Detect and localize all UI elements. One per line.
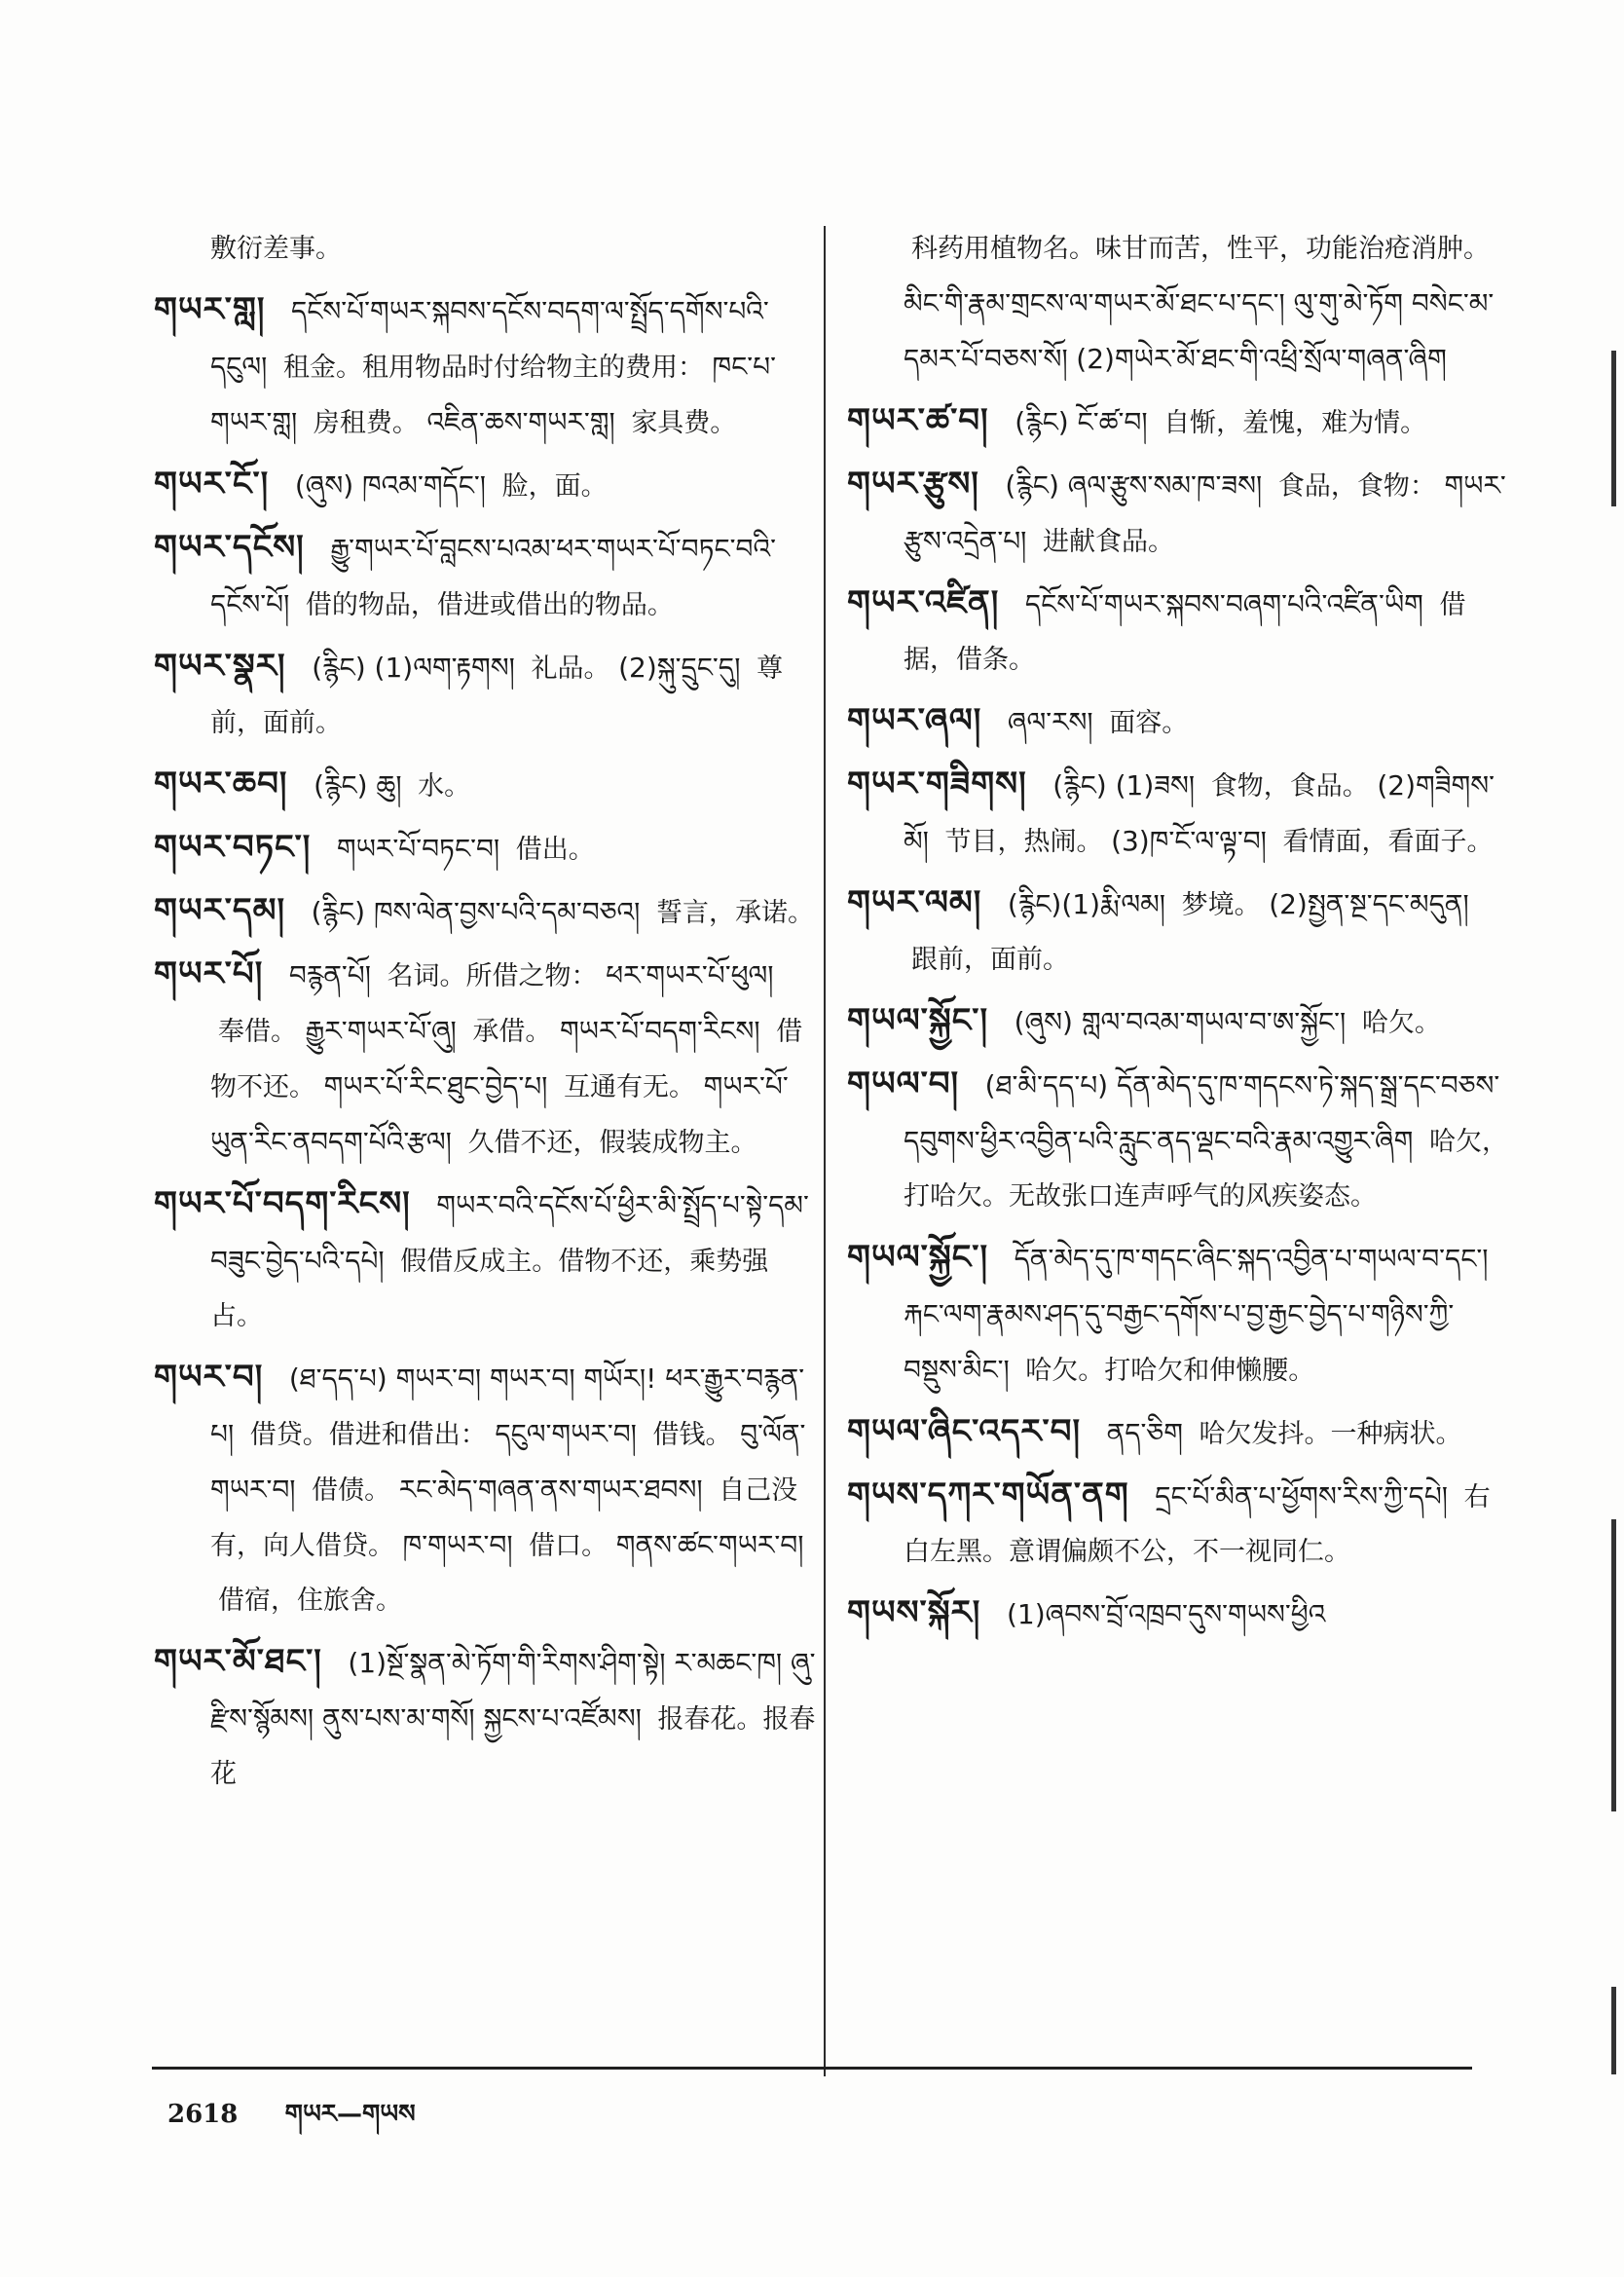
- dictionary-entry: [154, 639, 816, 751]
- dictionary-entry: [847, 1586, 1509, 1643]
- chinese-example: 借宿，住旅舍。: [218, 1586, 402, 1616]
- chinese-definition: 誓言，承诺。: [655, 898, 814, 928]
- edge-mark: [1611, 1987, 1616, 2074]
- headword: གཡར་ཆབ།: [154, 765, 288, 803]
- headword: གཡལ་བ།: [847, 1064, 960, 1103]
- dictionary-entry: [847, 876, 1509, 988]
- dictionary-entry: [154, 757, 816, 814]
- tibetan-definition: (3)ཁ་ངོ་ལ་ལྟ་བ།: [1111, 825, 1267, 857]
- tibetan-definition: (2)སྤྱན་སྔ་དང་མདུན།: [1269, 888, 1469, 920]
- chinese-example: 家具费。: [631, 408, 737, 438]
- chinese-definition: 哈欠发抖。一种病状。: [1199, 1419, 1462, 1449]
- scan-edge-marks: [1595, 0, 1624, 2277]
- headword: གཡར་གཟིགས།: [847, 765, 1027, 803]
- entry-continuation: [154, 222, 816, 277]
- left-column: [154, 222, 816, 1808]
- tibetan-definition: དངོས་པོ་གཡར་སྐབས་དངོས་བདག་ལ་སྤྲོད་དགོས་པའི་དངུལ།: [210, 295, 769, 383]
- chinese-definition: 节目，热闹。: [944, 827, 1103, 857]
- tibetan-example: ཁ་གཡར་བ།: [402, 1529, 513, 1561]
- edge-mark: [1611, 1519, 1616, 1811]
- dictionary-entry: [847, 1057, 1509, 1224]
- dictionary-entry: [154, 1350, 816, 1628]
- running-head: གཡར—གཡས: [284, 2100, 416, 2129]
- chinese-definition: 水。: [418, 771, 471, 802]
- tibetan-example: འཇིན་ཆས་གཡར་གླ།: [426, 406, 615, 438]
- chinese-definition: 看情面，看面子。: [1282, 827, 1494, 857]
- headword: གཡར་ངོ་།: [154, 465, 270, 504]
- chinese-definition: 借贷。借进和借出：: [249, 1420, 487, 1450]
- headword: གཡལ་སྐྱོང་།: [847, 1238, 988, 1277]
- tibetan-definition: ཞལ་རས།: [1007, 706, 1093, 738]
- tibetan-definition: (2)སྐུ་དྲུང་དུ།: [618, 652, 741, 684]
- dictionary-entry: [847, 1230, 1509, 1399]
- tibetan-example: གཡར་རྩུས་འདྲེན་པ།: [904, 469, 1506, 557]
- tibetan-example: གནས་ཚང་གཡར་བ།: [615, 1529, 804, 1561]
- dictionary-entry: [154, 947, 816, 1171]
- continued-text: 敷衍差事。: [210, 234, 342, 264]
- chinese-example: 互通有无。: [564, 1072, 695, 1102]
- tibetan-definition: (ཐ་མི་དད་པ) དོན་མེད་དུ་ཁ་གདངས་ཏེ་སྐད་སྒྲ་དང་བཅས་དབུགས་ཕྱིར་འབྱིན་པའི་རླུང་ནད་ལྡང་བའི་རྣམ་འགྱུར་ཞིག: [904, 1069, 1500, 1157]
- tibetan-definition: མིང་གི་རྣམ་གྲངས་ལ་གཡར་མོ་ཐང་པ་དང་། ལུ་གུ་མེ་ཏོག བསེང་མ་དམར་པོ་བཅས་སོ།: [904, 287, 1495, 375]
- chinese-example: 奉借。: [218, 1017, 297, 1047]
- tibetan-definition: (རྙིང) ངོ་ཚ་བ།: [1015, 406, 1148, 438]
- tibetan-definition: (རྙིང)(1)རྨི་ལམ།: [1007, 888, 1165, 920]
- dictionary-entry: [847, 693, 1509, 751]
- chinese-example: 久借不还，假装成物主。: [467, 1128, 757, 1158]
- dictionary-entry: [847, 993, 1509, 1051]
- headword: གཡར་ཚ་བ།: [847, 401, 989, 440]
- continued-text: [904, 222, 1509, 388]
- headword: གཡར་དམ།: [154, 891, 286, 930]
- dictionary-entry: [154, 457, 816, 514]
- chinese-example: 借债。: [312, 1475, 391, 1506]
- tibetan-definition: (ཞུས) ཁའམ་གདོང་།: [294, 469, 487, 502]
- dictionary-entry: [847, 1468, 1509, 1580]
- headword: གཡར་སྣར།: [154, 647, 286, 686]
- footer-rule: [152, 2067, 1472, 2070]
- tibetan-example: བུ་ལོན་གཡར་བ།: [210, 1418, 806, 1506]
- dictionary-entry: [847, 1404, 1509, 1462]
- tibetan-definition: (རྙིང) (1)ཟས།: [1052, 769, 1196, 802]
- chinese-definition: 借出。: [515, 835, 595, 865]
- headword: གཡར་བཏང་།: [154, 828, 312, 867]
- headword: གཡལ་སྐྱོང་།: [847, 1001, 988, 1040]
- headword: གཡར་རྩུས།: [847, 465, 979, 504]
- chinese-definition: 假借反成主。借物不还，乘势强占。: [210, 1247, 769, 1331]
- chinese-definition: 名词。所借之物：: [387, 961, 598, 991]
- tibetan-definition: (རྙིང) (1)ལག་རྟགས།: [312, 652, 515, 684]
- tibetan-definition: གཡར་པོ་བཏང་བ།: [336, 833, 500, 865]
- tibetan-example: གཡར་པོ་རིང་ཐུང་བྱེད་པ།: [323, 1070, 548, 1102]
- tibetan-example: གཡར་པོ་བདག་རིངས།: [559, 1015, 760, 1047]
- tibetan-definition: བརྙན་པོ།: [288, 959, 371, 991]
- chinese-definition: 报春花。报春花: [210, 1704, 816, 1789]
- chinese-example: 承借。: [472, 1017, 552, 1047]
- dictionary-entry: [847, 576, 1509, 688]
- tibetan-definition: (རྙིང) ཁས་ལེན་བྱས་པའི་དམ་བཅའ།: [311, 896, 641, 928]
- tibetan-example: རང་མེད་གཞན་ནས་གཡར་ཐབས།: [398, 1474, 703, 1506]
- tibetan-definition: (རྙིང) ཞལ་རྩུས་སམ་ཁ་ཟས།: [1005, 469, 1263, 502]
- headword: གཡར་པོ།: [154, 954, 264, 993]
- dictionary-entry: [154, 282, 816, 451]
- dictionary-entry: [847, 757, 1509, 870]
- headword: གཡར་གླ།: [154, 290, 266, 329]
- chinese-definition: 借据，借条。: [904, 590, 1466, 675]
- tibetan-definition: དངོས་པོ་གཡར་སྐབས་བཞག་པའི་འཛིན་ཡིག: [1024, 588, 1423, 620]
- tibetan-definition: གཡར་བའི་དངོས་པོ་ཕྱིར་མི་སྤྲོད་པ་སྟེ་དམ་བཟུང་བྱེད་པའི་དཔེ།: [210, 1189, 809, 1277]
- tibetan-definition: རྒྱུ་གཡར་པོ་བླངས་པའམ་ཕར་གཡར་པོ་བཏང་བའི་དངོས་པོ།: [210, 533, 777, 620]
- page-footer: [167, 2086, 416, 2157]
- dictionary-entry: [154, 1634, 816, 1802]
- tibetan-definition: (1)སྔོ་སྣན་མེ་ཏོག་གི་རིགས་ཤིག་སྟེ། ར་མཆང་ཁ། ཞུ་རྫིས་སྙོམས། ནུས་པས་མ་གསོ། སྐྱངས་པ་འཛོམས།: [210, 1647, 816, 1735]
- tibetan-definition: (ཞུས) གླལ་བའམ་གཡལ་བ་ཨ་སྐྱོང་།: [1014, 1006, 1347, 1038]
- tibetan-example: ཕར་གཡར་པོ་ཕུལ།: [606, 959, 774, 991]
- chinese-definition: 礼品。: [531, 653, 610, 684]
- chinese-definition: 哈欠。打哈欠和伸懒腰。: [1025, 1356, 1315, 1386]
- entry-continuation: [847, 222, 1509, 388]
- tibetan-example: གཡར་པོ་ཡུན་རིང་ནབདག་པོའི་རྩལ།: [210, 1070, 789, 1158]
- chinese-definition: 面容。: [1109, 708, 1189, 738]
- chinese-example: 自己没有，向人借贷。: [210, 1475, 798, 1561]
- chinese-definition: 尊前，面前。: [210, 653, 784, 738]
- tibetan-definition: (ཐ་དད་པ) གཡར་བ། གཡར་བ། གཡོར།! ཕར་རྒྱུར་བརྙན་པ།: [210, 1362, 805, 1450]
- chinese-definition: 右白左黑。意谓偏颇不公，不一视同仁。: [904, 1482, 1491, 1567]
- dictionary-entry: [847, 457, 1509, 570]
- headword: གཡར་དངོས།: [154, 528, 305, 567]
- dictionary-entry: [847, 393, 1509, 451]
- chinese-definition: 脸，面。: [501, 471, 608, 502]
- tibetan-definition: དྲང་པོ་མིན་པ་ཕྱོགས་རིས་ཀྱི་དཔེ།: [1155, 1480, 1448, 1512]
- headword: གཡར་ལམ།: [847, 883, 982, 922]
- tibetan-definition: (2)གཟིགས་མོ།: [904, 769, 1495, 857]
- headword: གཡར་བ།: [154, 1358, 264, 1397]
- chinese-definition: 哈欠，打哈欠。无故张口连声呼气的风疾姿态。: [904, 1127, 1508, 1212]
- headword: གཡར་ཞལ།: [847, 701, 982, 740]
- chinese-definition: 自惭，羞愧，难为情。: [1163, 408, 1427, 438]
- dictionary-entry: [154, 1176, 816, 1344]
- chinese-definition: 跟前，面前。: [911, 945, 1069, 975]
- chinese-example: 房租费。: [313, 408, 419, 438]
- chinese-example: 借物不还。: [210, 1017, 803, 1102]
- headword: གཡས་དཀར་གཡོན་ནག: [847, 1475, 1129, 1514]
- tibetan-example: ཁང་པ་གཡར་གླ།: [210, 351, 777, 438]
- page-number: 2618: [167, 2100, 239, 2129]
- tibetan-definition: (རྙིང) ཆུ།: [314, 769, 402, 802]
- chinese-definition: 借的物品，借进或借出的物品。: [305, 590, 674, 620]
- chinese-definition: 梦境。: [1181, 890, 1261, 920]
- headword: གཡར་པོ་བདག་རིངས།: [154, 1184, 411, 1223]
- tibetan-example: རྒྱུར་གཡར་པོ་ཞུ།: [305, 1015, 457, 1047]
- headword: གཡས་སྐོར།: [847, 1593, 981, 1632]
- headword: གཡར་འཛིན།: [847, 583, 1000, 622]
- tibetan-definition: དོན་མེད་དུ་ཁ་གདང་ཞིང་སྐད་འབྱིན་པ་གཡལ་བ་དང་། རྐང་ལག་རྣམས་ཤད་དུ་བརྒྱང་དགོས་པ་བྱ་རྒྱང་བྱེད་པ་གཉིས་ཀྱི་བསྡུས་མིང་།: [904, 1243, 1489, 1386]
- chinese-definition: 租金。租用物品时付给物主的费用：: [282, 353, 704, 383]
- tibetan-definition: ནད་ཅིག: [1106, 1417, 1183, 1449]
- chinese-example: 进献食品。: [1043, 527, 1174, 557]
- dictionary-entry: [154, 883, 816, 941]
- right-column: [847, 222, 1509, 1649]
- tibetan-definition: (2)གཡེར་མོ་ཐང་གི་འཕྲི་སྲོལ་གཞན་ཞིག: [1076, 343, 1447, 375]
- chinese-definition: 科药用植物名。味甘而苦，性平，功能治疮消肿。: [911, 234, 1490, 264]
- headword: གཡར་མོ་ཐང་།: [154, 1642, 322, 1681]
- edge-mark: [1611, 351, 1616, 506]
- chinese-example: 借口。: [529, 1531, 609, 1561]
- column-divider: [824, 226, 826, 2076]
- chinese-definition: 食物，食品。: [1210, 771, 1369, 802]
- dictionary-entry: [154, 820, 816, 877]
- dictionary-entry: [154, 520, 816, 633]
- tibetan-example: དངུལ་གཡར་བ།: [495, 1418, 637, 1450]
- chinese-example: 借钱。: [652, 1420, 732, 1450]
- chinese-definition: 哈欠。: [1361, 1008, 1441, 1038]
- headword: གཡལ་ཞིང་འདར་བ།: [847, 1412, 1082, 1451]
- tibetan-definition: (1)ཞབས་བྲོ་འཁྲབ་དུས་གཡས་ཕྱིའ: [1006, 1598, 1326, 1630]
- chinese-definition: 食品，食物：: [1277, 471, 1436, 502]
